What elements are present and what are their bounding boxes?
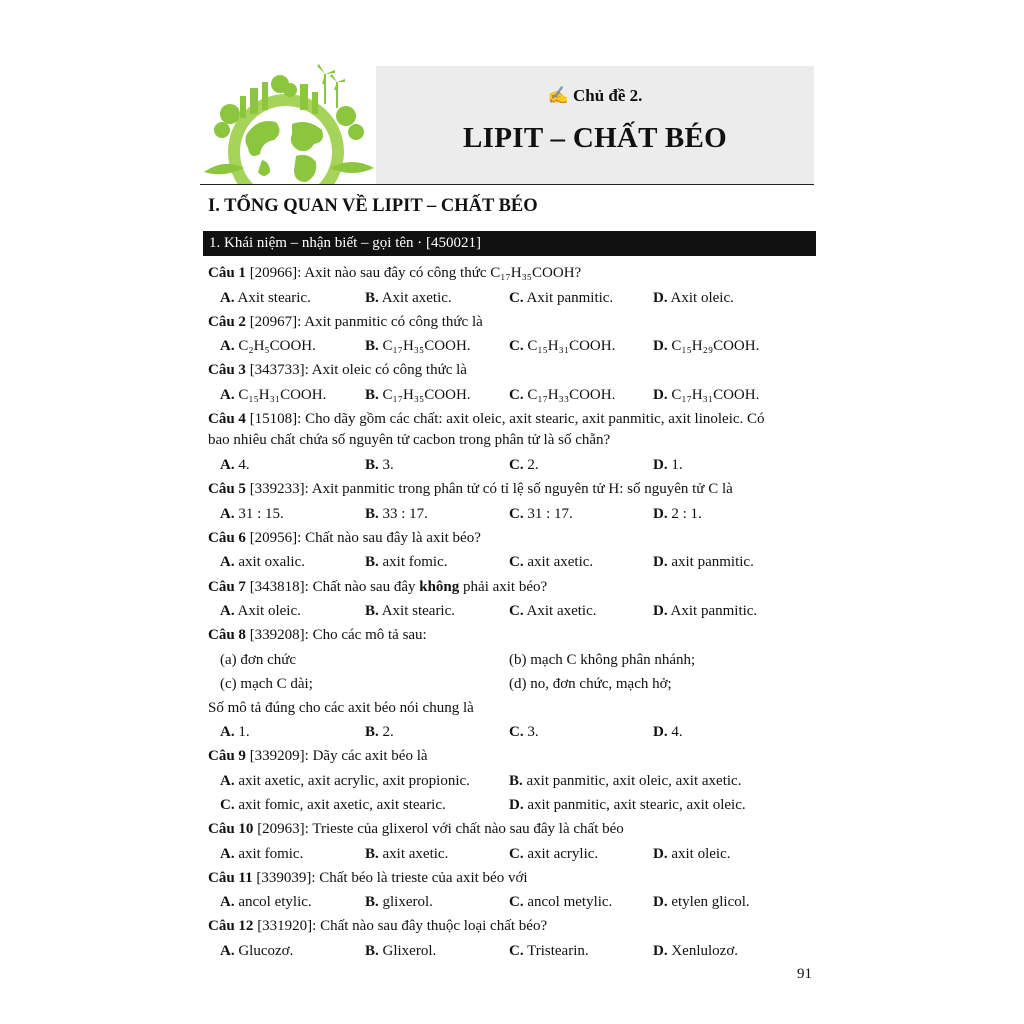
question-3-stem — [208, 361, 467, 379]
question-text: [20956]: Chất nào sau đây là axit béo? — [245, 530, 481, 546]
option-letter: C. — [509, 894, 524, 910]
q10-option-a[interactable] — [220, 845, 303, 863]
q5-option-a[interactable] — [220, 505, 284, 523]
option-text: 4. — [238, 457, 250, 473]
question-12-stem — [208, 917, 547, 935]
q4-option-d[interactable] — [653, 456, 683, 474]
option-text: ancol metylic. — [527, 894, 613, 910]
question-9-stem — [208, 747, 428, 765]
option-letter: C. — [509, 387, 524, 403]
page-number: 91 — [797, 966, 812, 982]
question-label: Câu 3 — [208, 362, 246, 378]
q12-option-a[interactable] — [220, 942, 293, 960]
chapter-title: LIPIT – CHẤT BÉO — [462, 122, 727, 154]
q12-option-c[interactable] — [509, 942, 589, 960]
header-divider — [200, 184, 814, 185]
question-label: Câu 2 — [208, 314, 246, 330]
q8-option-b[interactable] — [365, 723, 394, 741]
option-text: Axit stearic. — [381, 603, 456, 619]
q11-option-b[interactable] — [365, 893, 433, 911]
question-label: Câu 12 — [208, 918, 254, 934]
q11-option-a[interactable] — [220, 893, 312, 911]
question-8-prompt: Số mô tả đúng cho các axit béo nói chung là — [208, 700, 474, 716]
option-letter: D. — [653, 943, 668, 959]
question-text: [339208]: Cho các mô tả sau: — [245, 627, 427, 643]
q2-option-a[interactable] — [220, 337, 316, 355]
option-text: C₁₅H₃₁COOH. — [238, 387, 327, 403]
option-letter: C. — [509, 846, 524, 862]
option-text: 33 : 17. — [382, 506, 428, 522]
q7-option-a[interactable] — [220, 602, 301, 620]
option-text: 3. — [382, 457, 394, 473]
q11-option-d[interactable] — [653, 893, 750, 911]
option-text: C₁₅H₂₉COOH. — [671, 338, 760, 354]
chapter-topic: ✍ Chủ đề 2. — [547, 86, 643, 105]
question-6-stem — [208, 529, 481, 547]
q5-option-d[interactable] — [653, 505, 702, 523]
option-text: Axit axetic. — [526, 603, 597, 619]
question-text: [20966]: Axit nào sau đây có công thức C₁₇H₃₅COOH? — [245, 265, 582, 281]
question-label: Câu 9 — [208, 748, 246, 764]
option-text: 31 : 17. — [527, 506, 573, 522]
option-letter: D. — [653, 846, 668, 862]
q8-statement-a: (a) đơn chức — [220, 652, 297, 668]
option-text: Axit oleic. — [237, 603, 301, 619]
q2-option-d[interactable] — [653, 337, 759, 355]
q3-option-d[interactable] — [653, 386, 759, 404]
option-letter: D. — [653, 506, 668, 522]
option-text: Axit axetic. — [381, 290, 452, 306]
question-text: [20963]: Trieste của glixerol với chất nào sau đây là chất béo — [253, 821, 624, 837]
q8-option-c[interactable] — [509, 723, 539, 741]
q6-option-d[interactable] — [653, 553, 754, 571]
option-letter: C. — [509, 943, 524, 959]
option-letter: A. — [220, 724, 235, 740]
option-letter: D. — [653, 603, 668, 619]
option-letter: A. — [220, 603, 235, 619]
option-text: axit oleic. — [671, 846, 731, 862]
question-label: Câu 8 — [208, 627, 246, 643]
option-text: axit fomic. — [238, 846, 304, 862]
option-text: Glucozơ. — [238, 943, 294, 959]
question-1-stem — [208, 264, 581, 282]
question-text: phải axit béo? — [459, 579, 548, 595]
option-letter: A. — [220, 457, 235, 473]
option-text: axit axetic. — [527, 554, 594, 570]
option-letter: D. — [653, 724, 668, 740]
q5-option-c[interactable] — [509, 505, 573, 523]
option-text: Tristearin. — [527, 943, 589, 959]
option-letter: D. — [653, 338, 668, 354]
option-letter: C. — [509, 603, 524, 619]
q4-option-b[interactable] — [365, 456, 394, 474]
q1-option-d[interactable] — [653, 289, 734, 307]
option-letter: C. — [509, 290, 524, 306]
q6-option-a[interactable] — [220, 553, 305, 571]
question-label: Câu 4 — [208, 411, 246, 427]
option-letter: B. — [509, 773, 523, 789]
q3-option-a[interactable] — [220, 386, 326, 404]
question-7-stem — [208, 578, 547, 596]
option-text: C₁₇H₃₅COOH. — [382, 387, 471, 403]
eco-globe-logo — [200, 60, 378, 184]
section-title: I. TỔNG QUAN VỀ LIPIT – CHẤT BÉO — [208, 196, 538, 216]
q7-option-c[interactable] — [509, 602, 597, 620]
question-label: Câu 7 — [208, 579, 246, 595]
option-letter: D. — [653, 387, 668, 403]
question-text: [343733]: Axit oleic có công thức là — [245, 362, 467, 378]
option-letter: A. — [220, 773, 235, 789]
option-text: axit axetic, axit acrylic, axit propionic. — [238, 773, 470, 789]
question-5-stem — [208, 480, 733, 498]
option-letter: A. — [220, 338, 235, 354]
q1-option-b[interactable] — [365, 289, 452, 307]
option-letter: B. — [365, 506, 379, 522]
option-letter: B. — [365, 290, 379, 306]
q8-option-d[interactable] — [653, 723, 683, 741]
option-letter: B. — [365, 338, 379, 354]
q8-statement-d: (d) no, đơn chức, mạch hở; — [509, 676, 672, 692]
option-letter: A. — [220, 387, 235, 403]
option-text: Xenlulozơ. — [671, 943, 739, 959]
option-text: axit axetic. — [382, 846, 449, 862]
option-text: C₁₇H₃₁COOH. — [671, 387, 760, 403]
option-text: C₁₇H₃₃COOH. — [527, 387, 616, 403]
option-text: 1. — [238, 724, 250, 740]
chapter-header — [376, 66, 814, 184]
option-text: 2 : 1. — [671, 506, 702, 522]
q8-statement-c: (c) mạch C dài; — [220, 676, 313, 692]
option-letter: A. — [220, 506, 235, 522]
option-letter: B. — [365, 603, 379, 619]
question-2-stem — [208, 313, 483, 331]
option-text: axit fomic, axit axetic, axit stearic. — [238, 797, 446, 813]
option-letter: C. — [509, 457, 524, 473]
q3-option-c[interactable] — [509, 386, 615, 404]
option-letter: A. — [220, 554, 235, 570]
q10-option-c[interactable] — [509, 845, 598, 863]
option-letter: C. — [220, 797, 235, 813]
option-text: 2. — [527, 457, 539, 473]
question-text: [343818]: Chất nào sau đây — [245, 579, 420, 595]
option-text: etylen glicol. — [671, 894, 750, 910]
option-text: axit acrylic. — [527, 846, 599, 862]
question-4-stem — [208, 410, 765, 428]
question-text: [339233]: Axit panmitic trong phân tử có tỉ lệ số nguyên tử H: số nguyên tử C là — [245, 481, 733, 497]
option-text: C₁₇H₃₅COOH. — [382, 338, 471, 354]
option-text: axit panmitic, axit oleic, axit axetic. — [526, 773, 742, 789]
option-text: Glixerol. — [382, 943, 437, 959]
question-label: Câu 6 — [208, 530, 246, 546]
option-text: 4. — [671, 724, 683, 740]
option-text: axit fomic. — [382, 554, 448, 570]
option-text: Axit panmitic. — [670, 603, 758, 619]
q9-option-c[interactable] — [220, 796, 446, 814]
option-letter: B. — [365, 894, 379, 910]
option-text: axit oxalic. — [238, 554, 305, 570]
option-letter: D. — [653, 554, 668, 570]
option-letter: D. — [653, 894, 668, 910]
option-text: Axit panmitic. — [526, 290, 614, 306]
q7-option-d[interactable] — [653, 602, 757, 620]
option-letter: B. — [365, 846, 379, 862]
subsection-bar: 1. Khái niệm – nhận biết – gọi tên · [450021] — [203, 231, 816, 256]
option-text: Axit stearic. — [237, 290, 311, 306]
option-text: C₂H₅COOH. — [238, 338, 316, 354]
q6-option-b[interactable] — [365, 553, 448, 571]
q6-option-c[interactable] — [509, 553, 593, 571]
option-letter: A. — [220, 290, 235, 306]
q4-option-c[interactable] — [509, 456, 539, 474]
option-letter: C. — [509, 724, 524, 740]
option-letter: C. — [509, 338, 524, 354]
q1-option-c[interactable] — [509, 289, 613, 307]
question-8-stem — [208, 626, 427, 644]
question-text: [339209]: Dãy các axit béo là — [245, 748, 428, 764]
question-label: Câu 5 — [208, 481, 246, 497]
option-text: axit panmitic. — [671, 554, 754, 570]
option-text: axit panmitic, axit stearic, axit oleic. — [527, 797, 746, 813]
q4-option-a[interactable] — [220, 456, 250, 474]
question-text: [20967]: Axit panmitic có công thức là — [245, 314, 483, 330]
option-text: 31 : 15. — [238, 506, 284, 522]
q2-option-b[interactable] — [365, 337, 471, 355]
q11-option-c[interactable] — [509, 893, 612, 911]
q9-option-d[interactable] — [509, 796, 746, 814]
option-text: Axit oleic. — [670, 290, 734, 306]
question-label: Câu 11 — [208, 870, 253, 886]
q10-option-b[interactable] — [365, 845, 448, 863]
q12-option-d[interactable] — [653, 942, 738, 960]
option-letter: B. — [365, 387, 379, 403]
option-text: 2. — [382, 724, 394, 740]
option-text: glixerol. — [382, 894, 433, 910]
option-letter: B. — [365, 457, 379, 473]
option-text: ancol etylic. — [238, 894, 312, 910]
option-letter: B. — [365, 943, 379, 959]
question-text: [339039]: Chất béo là trieste của axit béo với — [252, 870, 528, 886]
question-emphasis: không — [419, 579, 460, 595]
question-label: Câu 1 — [208, 265, 246, 281]
q7-option-b[interactable] — [365, 602, 455, 620]
option-letter: B. — [365, 554, 379, 570]
question-text: [15108]: Cho dãy gồm các chất: axit oleic, axit stearic, axit panmitic, axit linoleic. Có — [245, 411, 765, 427]
option-letter: A. — [220, 943, 235, 959]
option-letter: C. — [509, 554, 524, 570]
question-10-stem — [208, 820, 624, 838]
option-text: 3. — [527, 724, 539, 740]
q3-option-b[interactable] — [365, 386, 471, 404]
question-11-stem — [208, 869, 528, 887]
option-letter: C. — [509, 506, 524, 522]
question-text: [331920]: Chất nào sau đây thuộc loại chất béo? — [253, 918, 548, 934]
option-letter: D. — [509, 797, 524, 813]
question-4-stem-cont: bao nhiêu chất chứa số nguyên tử cacbon trong phân tử là số chẵn? — [208, 432, 611, 448]
option-text: C₁₅H₃₁COOH. — [527, 338, 616, 354]
q9-option-b[interactable] — [509, 772, 741, 790]
option-letter: A. — [220, 846, 235, 862]
q10-option-d[interactable] — [653, 845, 731, 863]
option-letter: D. — [653, 457, 668, 473]
question-label: Câu 10 — [208, 821, 254, 837]
q12-option-b[interactable] — [365, 942, 436, 960]
q5-option-b[interactable] — [365, 505, 428, 523]
q1-option-a[interactable] — [220, 289, 311, 307]
option-letter: A. — [220, 894, 235, 910]
q8-option-a[interactable] — [220, 723, 250, 741]
option-letter: B. — [365, 724, 379, 740]
q2-option-c[interactable] — [509, 337, 615, 355]
q8-statement-b: (b) mạch C không phân nhánh; — [509, 652, 696, 668]
option-letter: D. — [653, 290, 668, 306]
q9-option-a[interactable] — [220, 772, 470, 790]
option-text: 1. — [671, 457, 683, 473]
